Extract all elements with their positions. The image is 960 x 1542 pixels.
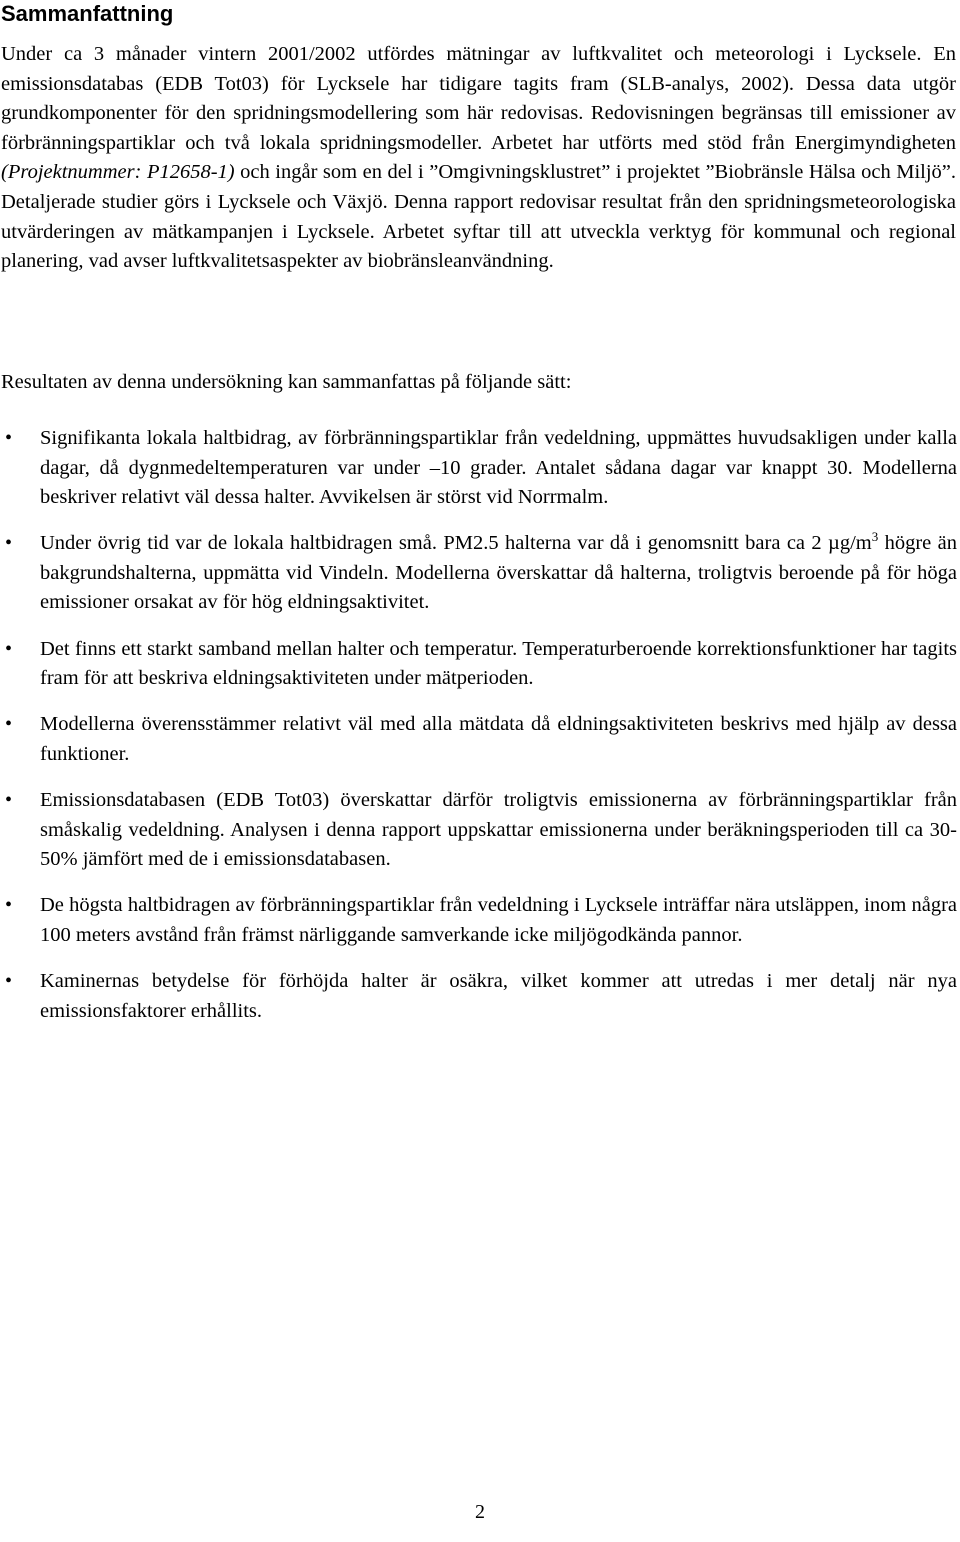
bullet-dot-icon: • (5, 969, 13, 992)
bullet-item-6 (0, 891, 957, 950)
bullet-text: Det finns ett starkt samband mellan halter och temperatur. Temperaturberoende korrektionsfunktioner har tagits fram för att beskriva eldningsaktiviteten under mätperioden. (40, 637, 957, 690)
bullet-text: Signifikanta lokala haltbidrag, av förbränningspartiklar från vedeldning, uppmättes huvudsakligen under kalla dagar, då dygnmedeltemperaturen var under –10 grader. Antalet sådana dagar var knappt 30. Modellerna beskriver relativt väl dessa halter. Avvikelsen är störst vid Norrmalm. (40, 427, 957, 509)
bullet-text: De högsta haltbidragen av förbränningspartiklar från vedeldning i Lycksele inträffar nära utsläppen, inom några 100 meters avstånd från främst närliggande samverkande icke miljögodkända pannor. (40, 894, 957, 946)
bullet-dot-icon: • (5, 427, 13, 449)
page-number: 2 (475, 1501, 485, 1523)
intro-text-part-2: och ingår som en del i ”Omgivningsklustret” i projektet ”Biobränsle Hälsa och Miljö”. Detaljerade studier görs i Lycksele och Växjö. Denna rapport redovisar resultat från den spridningsmeteorologiska utvärderingen av mätkampanjen i Lycksele. Arbetet syftar till att utveckla verktyg för kommunal och regional planering, vad avser luftkvalitetsaspekter av biobränsleanvändning. (1, 161, 957, 273)
bullet-item-3 (0, 635, 957, 694)
bullet-dot-icon: • (5, 637, 13, 660)
results-bullet-list (0, 424, 960, 1043)
bullet-dot-icon: • (5, 894, 13, 917)
bullet-item-1 (0, 424, 957, 513)
results-lead-paragraph: Resultaten av denna undersökning kan sammanfattas på följande sätt: (1, 371, 572, 393)
project-number-italic: (Projektnummer: P12658-1) (1, 161, 235, 184)
bullet-text-part-2: högre än bakgrundshalterna, uppmätta vid Vindeln. Modellerna överskattar då halterna, troligtvis beroende på för höga emissioner orsakat av för hög eldningsaktivitet. (40, 532, 957, 614)
bullet-text: Emissionsdatabasen (EDB Tot03) överskattar därför troligtvis emissionerna av förbränningspartiklar från småskalig vedeldning. Analysen i denna rapport uppskattar emissionerna under beräkningsperioden till ca 30-50% jämfört med de i emissionsdatabasen. (40, 788, 957, 871)
unit-superscript: 3 (871, 529, 879, 545)
intro-text-part-1: Under ca 3 månader vintern 2001/2002 utfördes mätningar av luftkvalitet och meteorologi i Lycksele. En emissionsdatabas (EDB Tot03) för Lycksele har tidigare tagits fram (SLB-analys, 2002). Dessa data utgör grundkomponenter för den spridningsmodellering som här redovisas. Redovisningen begränsas till emissioner av förbränningspartiklar och två lokala spridningsmodeller. Arbetet har utförts med stöd från Energimyndigheten (1, 43, 956, 154)
bullet-dot-icon: • (5, 532, 13, 555)
bullet-item-5 (0, 786, 957, 875)
bullet-text-part-1: Under övrig tid var de lokala haltbidragen små. PM2.5 halterna var då i genomsnitt bara ca 2 µg/m (40, 532, 872, 555)
bullet-dot-icon: • (5, 788, 13, 811)
bullet-dot-icon: • (5, 713, 13, 736)
bullet-item-7 (0, 967, 957, 1026)
section-heading: Sammanfattning (1, 1, 174, 26)
bullet-item-2 (0, 529, 957, 618)
bullet-text: Kaminernas betydelse för förhöjda halter är osäkra, vilket kommer att utredas i mer detalj när nya emissionsfaktorer erhållits. (40, 969, 957, 1022)
bullet-item-4 (0, 710, 957, 769)
intro-paragraph (1, 40, 956, 277)
bullet-text: Modellerna överensstämmer relativt väl med alla mätdata då eldningsaktiviteten beskrivs med hjälp av dessa funktioner. (40, 713, 957, 765)
